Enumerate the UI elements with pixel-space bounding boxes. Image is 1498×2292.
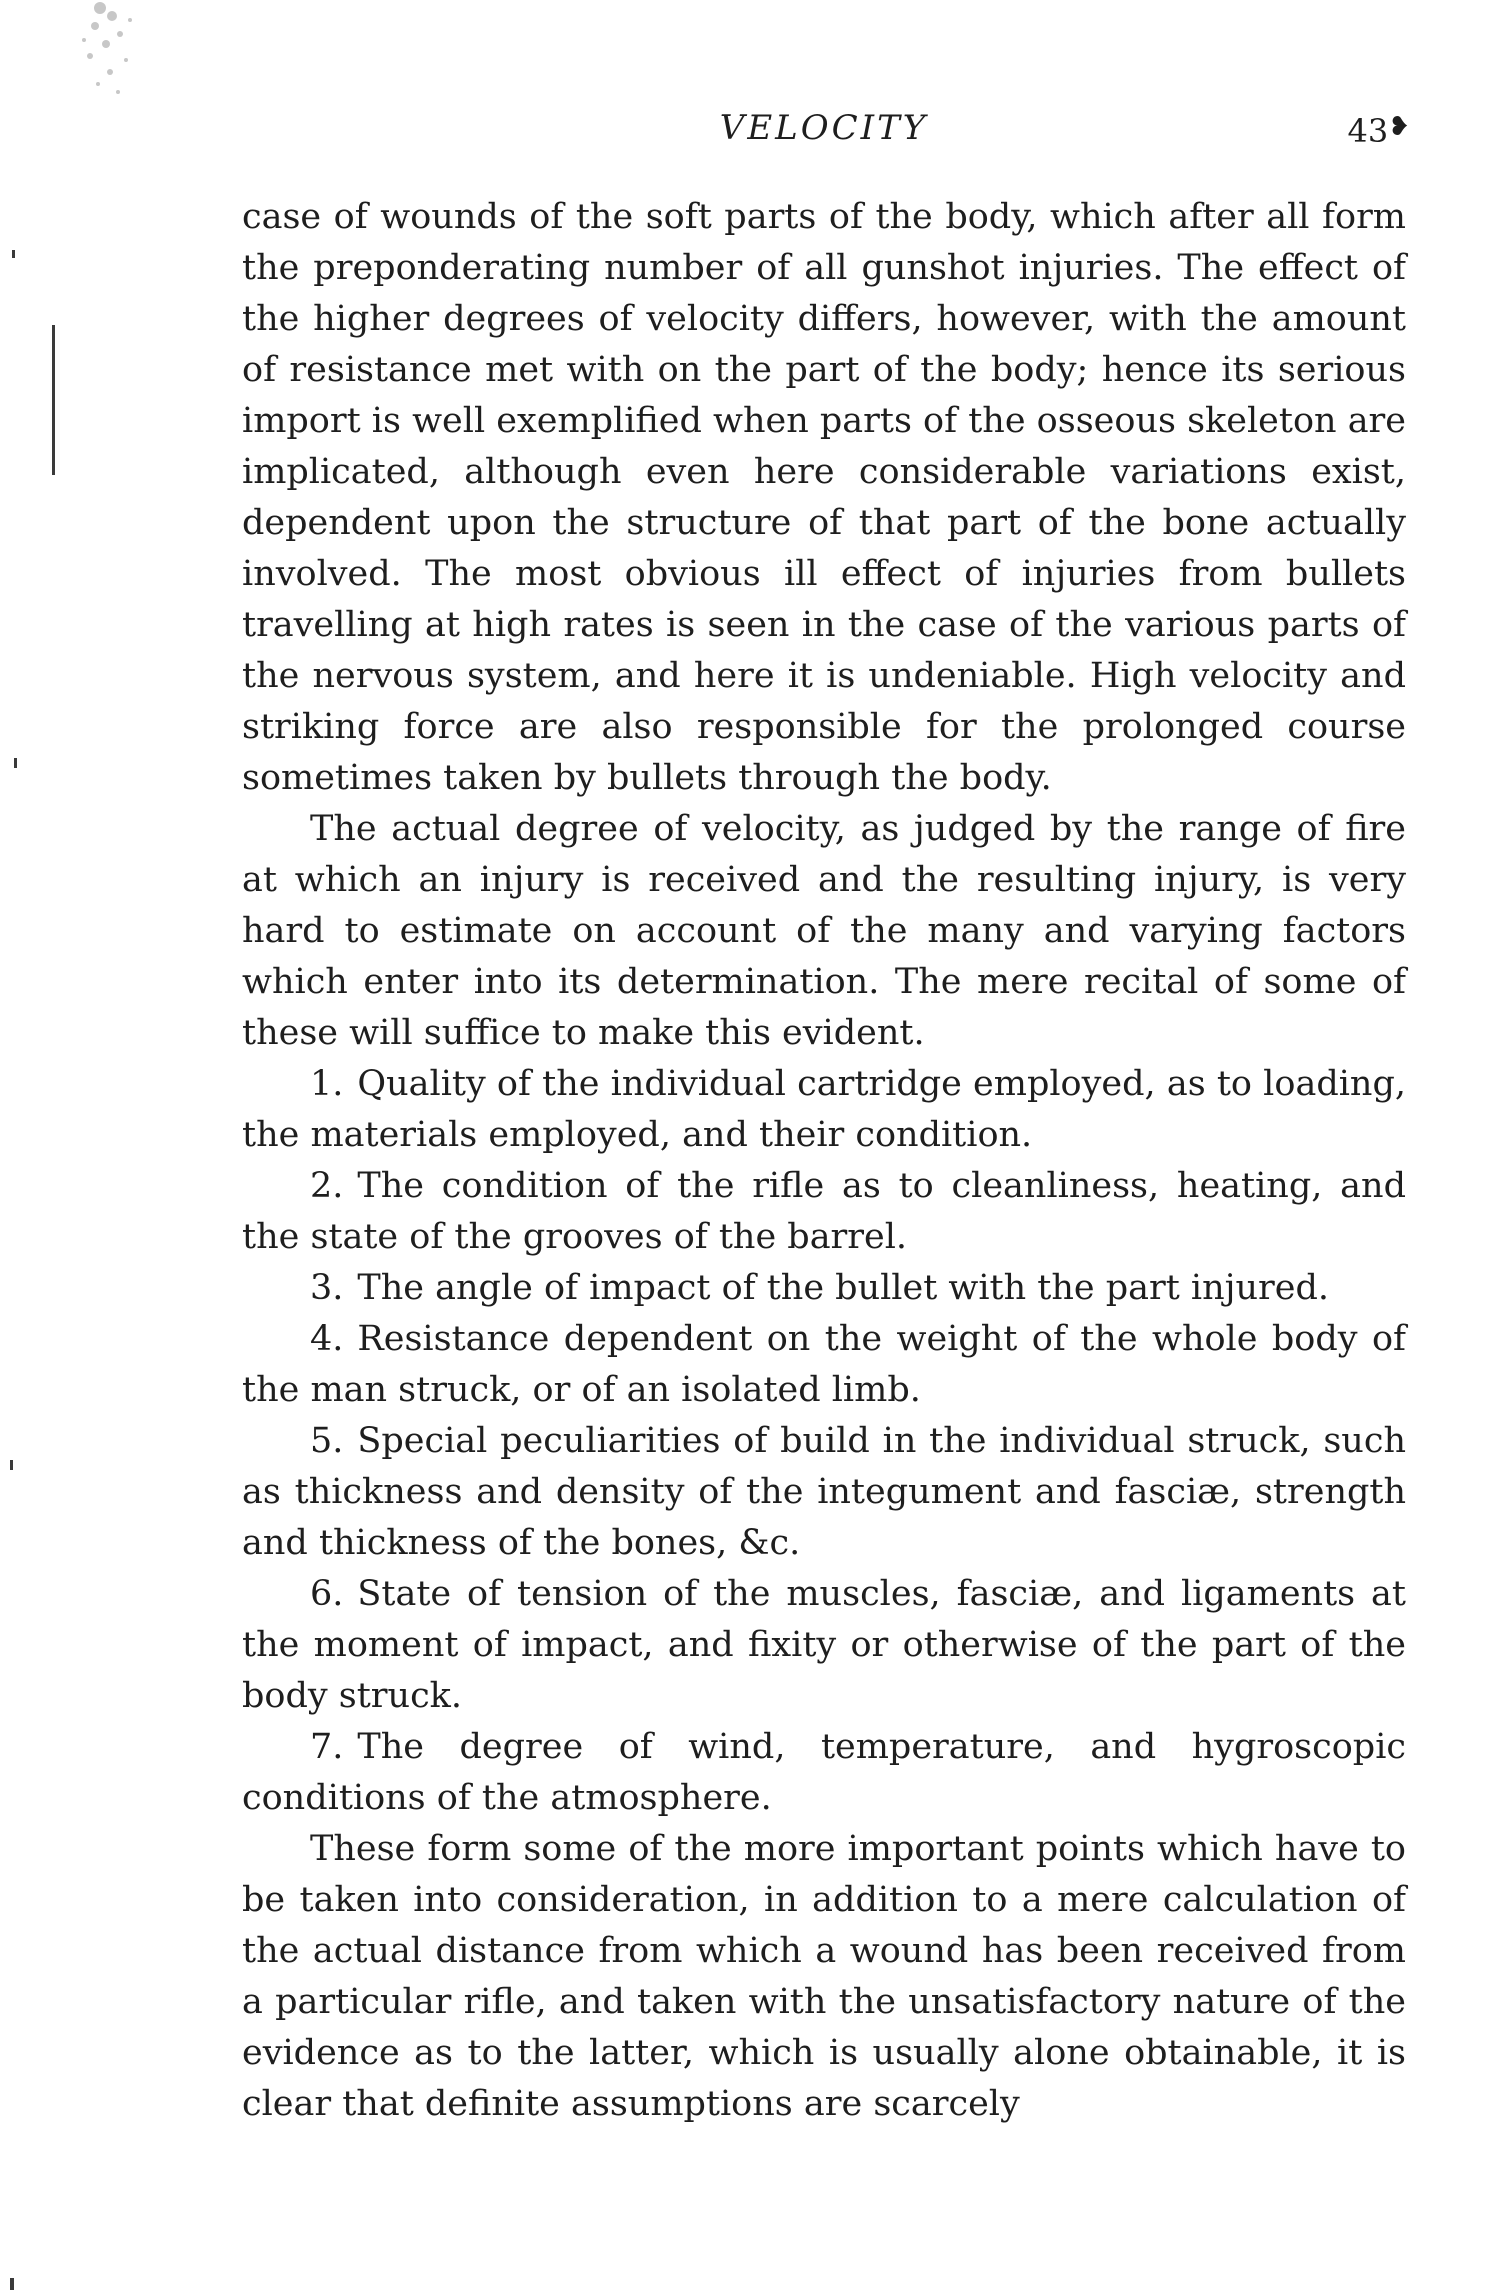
- list-item: [242, 1314, 1406, 1416]
- list-number: 7.: [310, 1727, 344, 1767]
- list-number: 6.: [310, 1574, 344, 1614]
- page-number-wrap: [1347, 112, 1410, 150]
- list-text: Quality of the individual cartridge employed, as to loading, the materials employed, and their condition.: [242, 1064, 1406, 1155]
- list-item: [242, 1059, 1406, 1161]
- list-text: The degree of wind, temperature, and hygroscopic conditions of the atmosphere.: [242, 1727, 1406, 1818]
- page-mark: ❥: [1388, 112, 1410, 142]
- paragraph: case of wounds of the soft parts of the body, which after all form the preponderating number of all gunshot injuries. The effect of the higher degrees of velocity differs, however, with the amount of resistance met with on the part of the body; hence its serious import is well exemplified when parts of the osseous skeleton are implicated, although even here considerable variations exist, dependent upon the structure of that part of the bone actually involved. The most obvious ill effect of injuries from bullets travelling at high rates is seen in the case of the various parts of the nervous system, and here it is undeniable. High velocity and striking force are also responsible for the prolonged course sometimes taken by bullets through the body.: [242, 197, 1406, 798]
- list-item: [242, 1569, 1406, 1722]
- list-number: 2.: [310, 1166, 344, 1206]
- list-item: [242, 1161, 1406, 1263]
- list-text: State of tension of the muscles, fasciæ, and ligaments at the moment of impact, and fixity or otherwise of the part of the body struck.: [242, 1574, 1406, 1716]
- list-item: [242, 1722, 1406, 1824]
- list-text: Special peculiarities of build in the individual struck, such as thickness and density of the integument and fasciæ, strength and thickness of the bones, &c.: [242, 1421, 1406, 1563]
- page-number: 43: [1347, 112, 1389, 150]
- list-item: [242, 1416, 1406, 1569]
- factor-list: [242, 1059, 1406, 1824]
- corner-smudge: [82, 2, 132, 94]
- body-text: [242, 192, 1406, 2130]
- margin-marks: [10, 250, 55, 2290]
- list-number: 1.: [310, 1064, 344, 1104]
- list-number: 4.: [310, 1319, 344, 1359]
- list-number: 5.: [310, 1421, 344, 1461]
- running-head: [238, 108, 1410, 168]
- list-item: [242, 1263, 1406, 1314]
- list-text: The condition of the rifle as to cleanliness, heating, and the state of the grooves of the barrel.: [242, 1166, 1406, 1257]
- paragraph: The actual degree of velocity, as judged by the range of fire at which an injury is received and the resulting injury, is very hard to estimate on account of the many and varying factors which enter into its determination. The mere recital of some of these will suffice to make this evident.: [242, 809, 1406, 1053]
- paragraph: These form some of the more important points which have to be taken into consideration, in addition to a mere calculation of the actual distance from which a wound has been received from a particular rifle, and taken with the unsatisfactory nature of the evidence as to the latter, which is usually alone obtainable, it is clear that definite assumptions are scarcely: [242, 1829, 1406, 2124]
- list-number: 3.: [310, 1268, 344, 1308]
- list-text: The angle of impact of the bullet with the part injured.: [357, 1268, 1330, 1308]
- running-title: VELOCITY: [719, 108, 929, 148]
- list-text: Resistance dependent on the weight of the whole body of the man struck, or of an isolated limb.: [242, 1319, 1406, 1410]
